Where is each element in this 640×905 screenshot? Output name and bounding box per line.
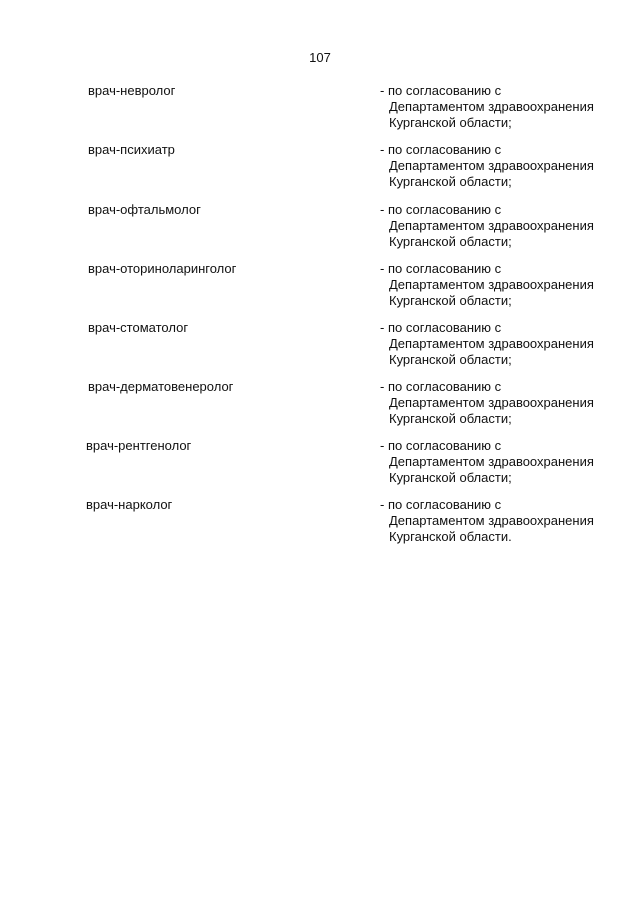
agreement-line: - по согласованию с [380,202,502,217]
agreement-note [380,438,630,486]
agreement-line: Департаментом здравоохранения [389,513,594,528]
agreement-note [380,320,630,368]
agreement-line: Департаментом здравоохранения [389,158,594,173]
list-item [0,438,640,490]
agreement-line: Курганской области; [389,411,512,426]
specialist-role: врач-дерматовенеролог [88,379,234,394]
agreement-line: Департаментом здравоохранения [389,336,594,351]
agreement-note [380,142,630,190]
list-item [0,497,640,549]
specialist-role: врач-офтальмолог [88,202,201,217]
specialist-role: врач-стоматолог [88,320,189,335]
list-item [0,261,640,313]
list-item [0,320,640,372]
agreement-line: - по согласованию с [380,438,502,453]
specialist-role: врач-нарколог [86,497,173,512]
list-item [0,202,640,254]
agreement-line: Курганской области; [389,174,512,189]
page-number: 107 [309,50,331,65]
agreement-line: - по согласованию с [380,83,502,98]
specialist-role: врач-психиатр [88,142,175,157]
agreement-line: Департаментом здравоохранения [389,218,594,233]
agreement-line: Курганской области; [389,234,512,249]
agreement-line: - по согласованию с [380,320,502,335]
agreement-line: Курганской области; [389,293,512,308]
list-item [0,142,640,194]
agreement-note [380,202,630,250]
agreement-line: Департаментом здравоохранения [389,395,594,410]
specialist-role: врач-невролог [88,83,176,98]
agreement-note [380,261,630,309]
specialist-role: врач-рентгенолог [86,438,192,453]
list-item [0,379,640,431]
agreement-line: Курганской области; [389,352,512,367]
list-item [0,83,640,135]
agreement-note [380,83,630,131]
agreement-line: - по согласованию с [380,142,502,157]
agreement-line: Курганской области. [389,529,512,544]
agreement-note [380,379,630,427]
agreement-line: - по согласованию с [380,379,502,394]
agreement-line: Курганской области; [389,470,512,485]
agreement-line: Департаментом здравоохранения [389,277,594,292]
specialist-role: врач-оториноларинголог [88,261,237,276]
agreement-line: - по согласованию с [380,261,502,276]
agreement-note [380,497,630,545]
agreement-line: Департаментом здравоохранения [389,454,594,469]
agreement-line: - по согласованию с [380,497,502,512]
agreement-line: Департаментом здравоохранения [389,99,594,114]
agreement-line: Курганской области; [389,115,512,130]
